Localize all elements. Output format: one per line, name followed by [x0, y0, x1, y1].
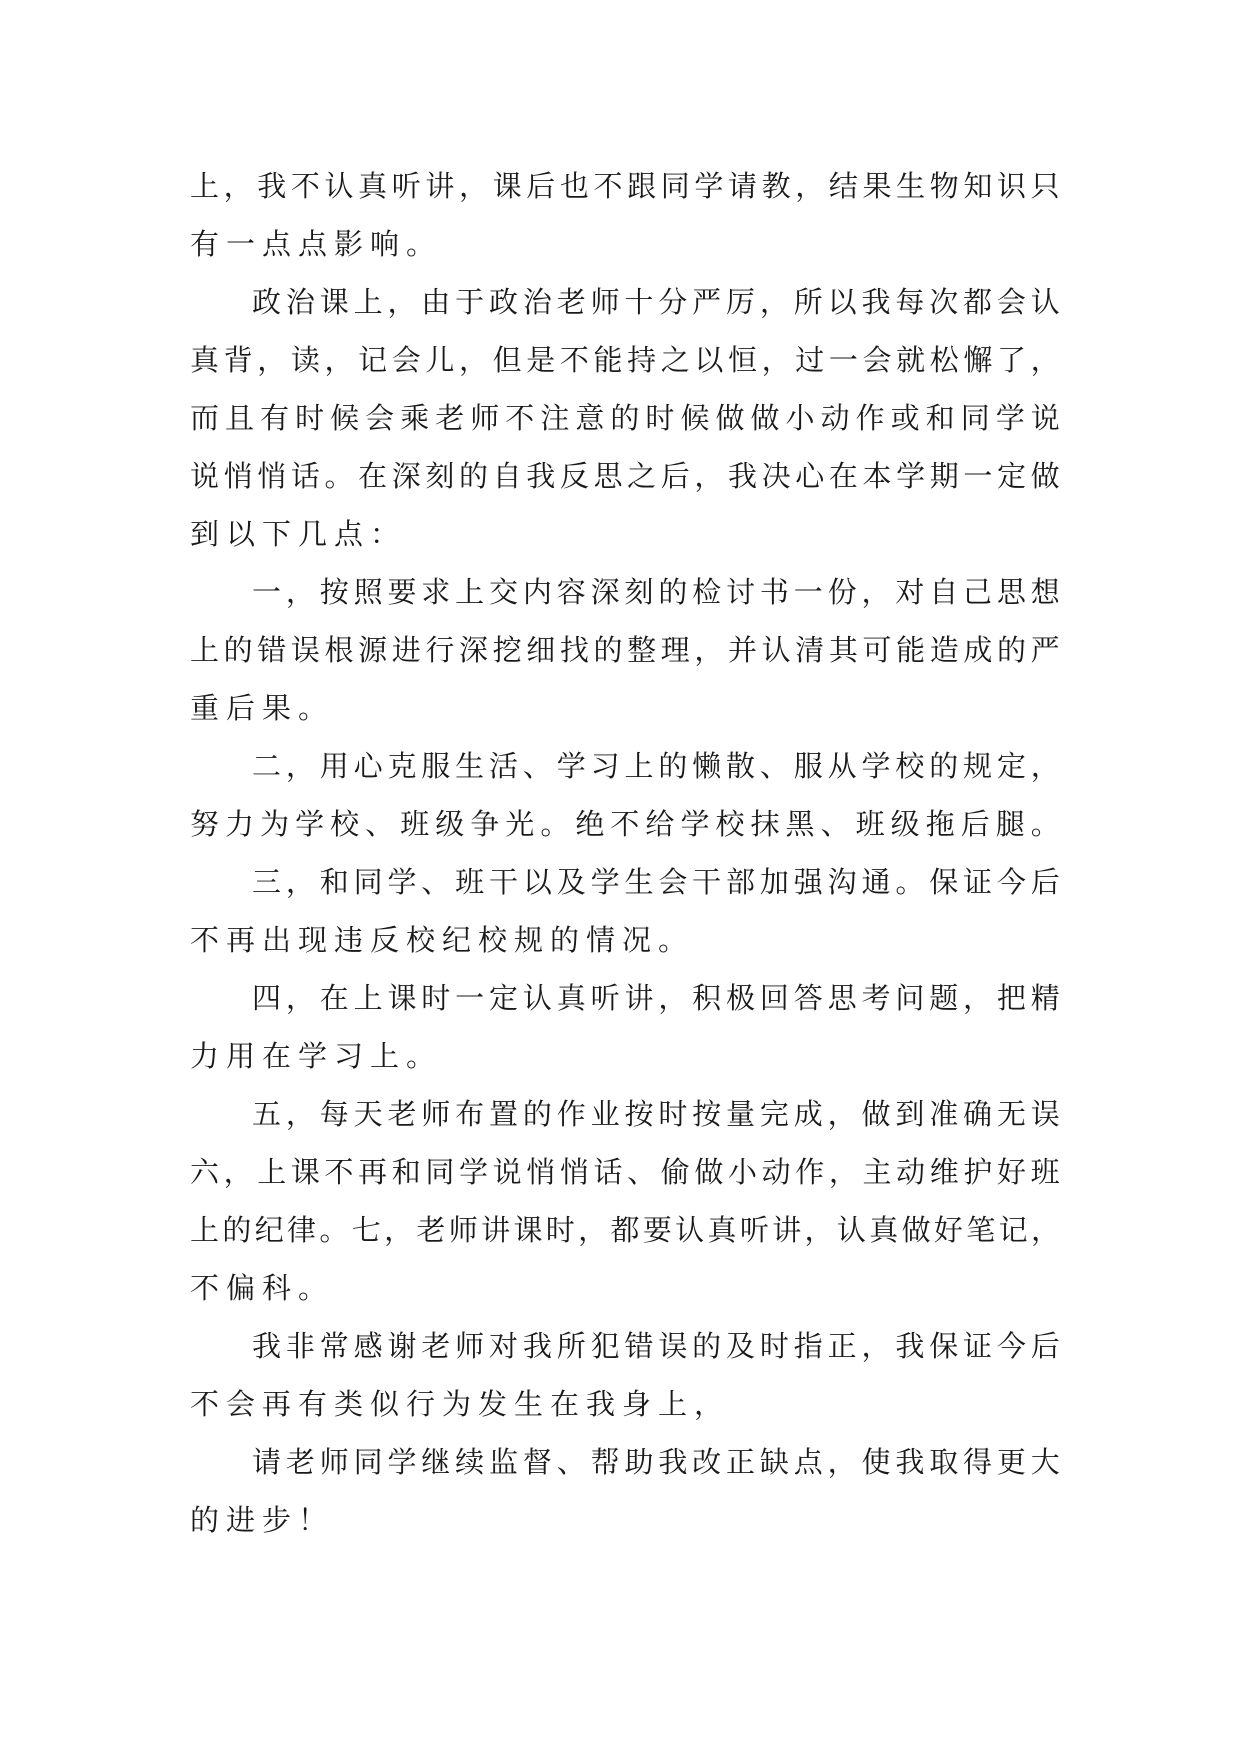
text-line: 真 背 ， 读 ， 记 会 儿 ， 但 是 不 能 持 之 以 恒 ， 过 一 会 就 松 懈 了 ，	[190, 343, 1060, 377]
text-line: 上 的 纪 律 。 七 ， 老 师 讲 课 时 ， 都 要 认 真 听 讲 ， 认 真 做 好 笔 记 ，	[190, 1213, 1060, 1247]
text-line: 一 ， 按 照 要 求 上 交 内 容 深 刻 的 检 讨 书 一 份 ， 对 自 己 思 想	[252, 575, 1060, 609]
text-line: 而 且 有 时 候 会 乘 老 师 不 注 意 的 时 候 做 做 小 动 作 或 和 同 学 说	[190, 401, 1060, 435]
text-line: 的进步！	[190, 1503, 335, 1537]
text-line: 说 悄 悄 话 。 在 深 刻 的 自 我 反 思 之 后 ， 我 决 心 在 本 学 期 一 定 做	[190, 459, 1060, 493]
text-line: 二 ， 用 心 克 服 生 活 、 学 习 上 的 懒 散 、 服 从 学 校 的 规 定 ，	[252, 749, 1060, 783]
text-line: 有一点点影响。	[190, 227, 443, 261]
text-line: 六 ， 上 课 不 再 和 同 学 说 悄 悄 话 、 偷 做 小 动 作 ， 主 动 维 护 好 班	[190, 1155, 1060, 1189]
text-line: 上 的 错 误 根 源 进 行 深 挖 细 找 的 整 理 ， 并 认 清 其 可 能 造 成 的 严	[190, 633, 1060, 667]
text-line: 力用在学习上。	[190, 1039, 443, 1073]
text-line: 到以下几点：	[190, 517, 407, 551]
document-body	[190, 157, 1060, 1549]
text-line: 重后果。	[190, 691, 335, 725]
text-line: 五 ， 每 天 老 师 布 置 的 作 业 按 时 按 量 完 成 ， 做 到 准 确 无 误	[252, 1097, 1060, 1131]
text-line: 三 ， 和 同 学 、 班 干 以 及 学 生 会 干 部 加 强 沟 通 。 保 证 今 后	[252, 865, 1060, 899]
text-line: 不偏科。	[190, 1271, 335, 1305]
text-line: 政 治 课 上 ， 由 于 政 治 老 师 十 分 严 厉 ， 所 以 我 每 次 都 会 认	[252, 285, 1060, 319]
text-line: 四 ， 在 上 课 时 一 定 认 真 听 讲 ， 积 极 回 答 思 考 问 题 ， 把 精	[252, 981, 1060, 1015]
text-line: 不会再有类似行为发生在我身上，	[190, 1387, 731, 1421]
text-line: 不再出现违反校纪校规的情况。	[190, 923, 695, 957]
text-line: 努 力 为 学 校 、 班 级 争 光 。 绝 不 给 学 校 抹 黑 、 班 级 拖 后 腿 。	[190, 807, 1060, 841]
text-line: 请 老 师 同 学 继 续 监 督 、 帮 助 我 改 正 缺 点 ， 使 我 取 得 更 大	[252, 1445, 1060, 1479]
text-line: 上 ， 我 不 认 真 听 讲 ， 课 后 也 不 跟 同 学 请 教 ， 结 果 生 物 知 识 只	[190, 169, 1060, 203]
text-line: 我 非 常 感 谢 老 师 对 我 所 犯 错 误 的 及 时 指 正 ， 我 保 证 今 后	[252, 1329, 1060, 1363]
